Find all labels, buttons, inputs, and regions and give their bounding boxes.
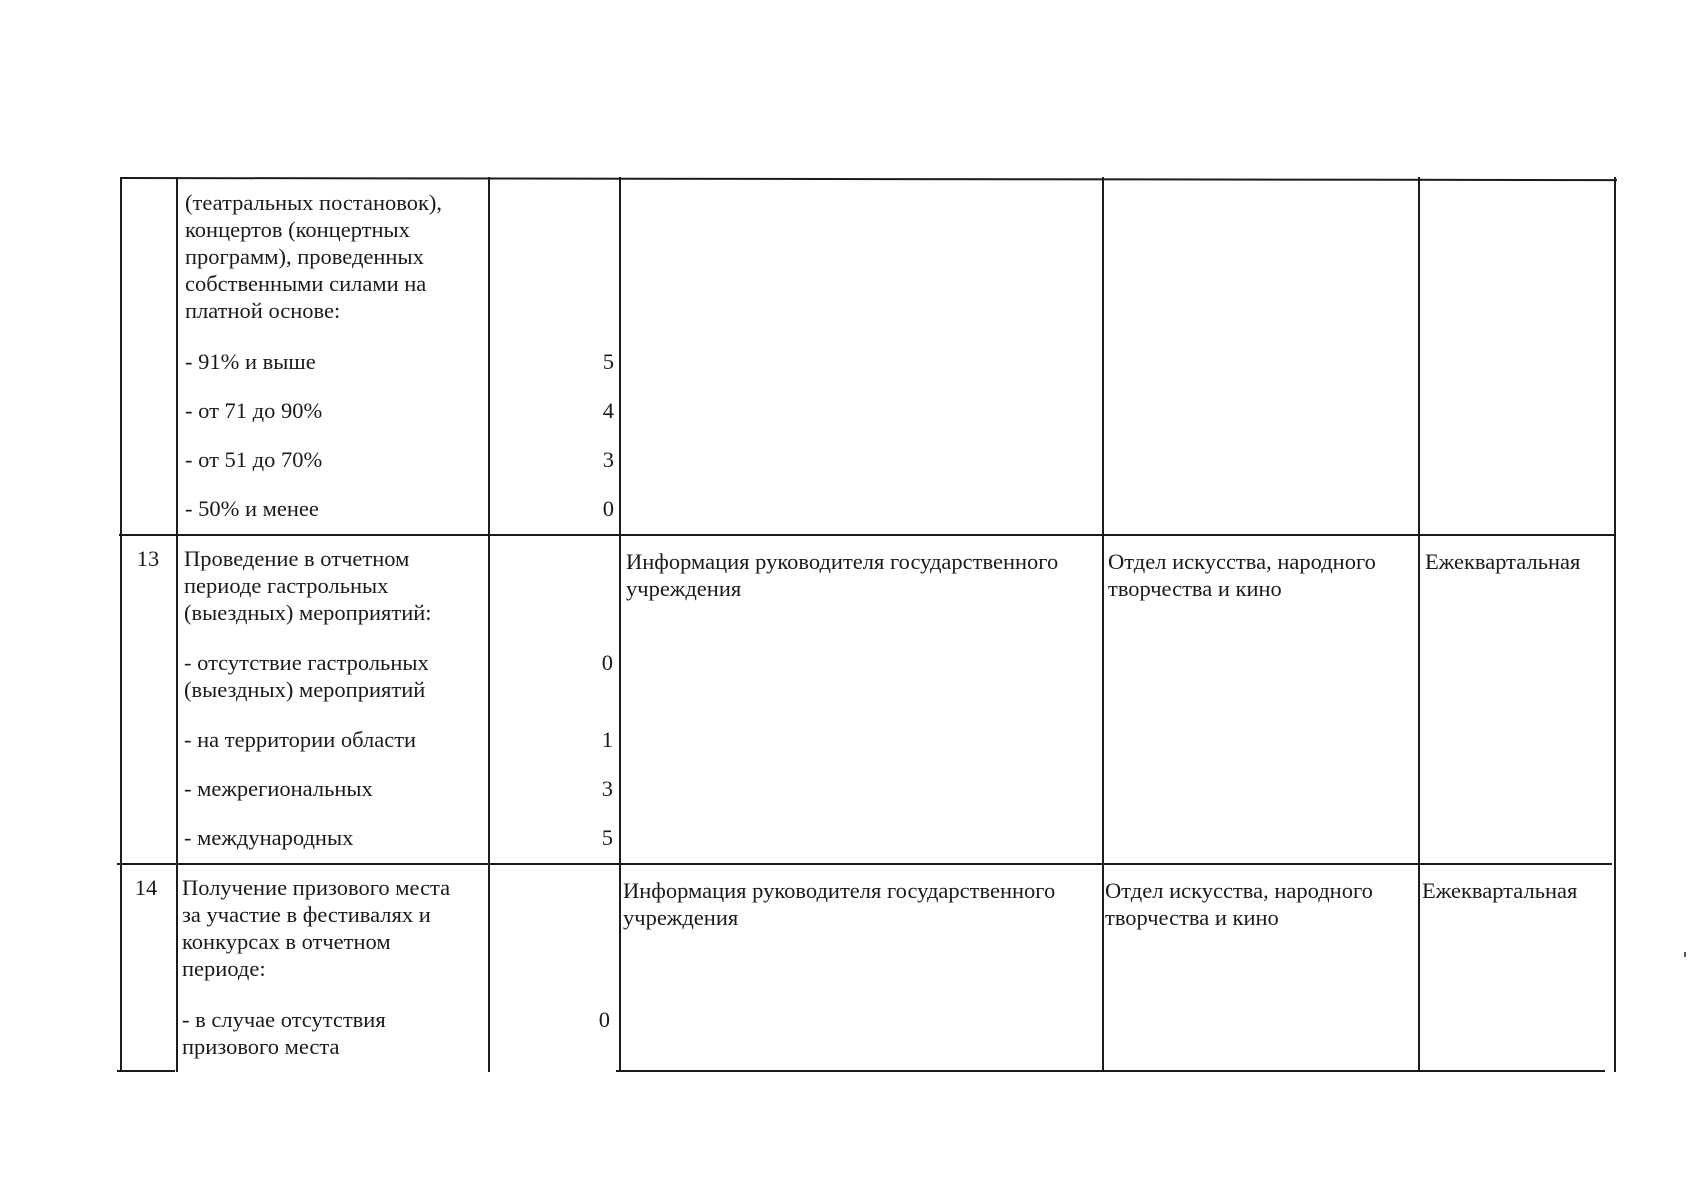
row-13-number: 13: [136, 546, 160, 571]
cont-option-score: 3: [602, 447, 614, 472]
row-14-criterion-line: конкурсах в отчетном: [182, 929, 391, 954]
cont-option-score: 5: [602, 349, 614, 374]
row-14-criterion-line: периоде:: [182, 956, 266, 981]
cont-option-label: - 50% и менее: [185, 496, 319, 521]
row-14-option-score: 0: [598, 1007, 610, 1032]
row-13-responsible-line: Отдел искусства, народного: [1108, 549, 1376, 574]
col-number-divider: [176, 177, 178, 1072]
row-13-option-score: 3: [601, 776, 613, 801]
row-13-top-border: [119, 534, 1614, 536]
cont-option-label: - 91% и выше: [185, 349, 316, 374]
row-13-criterion-line: Проведение в отчетном: [184, 546, 410, 571]
table-bottom-border-left: [117, 1070, 175, 1072]
row-14-criterion-line: за участие в фестивалях и: [182, 902, 431, 927]
row-14-source-line: Информация руководителя государственного: [623, 878, 1056, 903]
row-13-option-label: (выездных) мероприятий: [184, 677, 426, 702]
row-14-source-line: учреждения: [623, 905, 739, 930]
cont-criterion-line: концертов (концертных: [185, 217, 410, 242]
row-13-option-label: - международных: [184, 825, 354, 850]
row-13-periodicity: Ежеквартальная: [1425, 549, 1581, 574]
col-source-divider: [1102, 177, 1104, 1072]
cont-criterion-line: собственными силами на: [185, 271, 427, 296]
col-score-divider: [619, 177, 621, 1072]
row-13-option-label: - на территории области: [184, 727, 417, 752]
col-responsible-divider: [1418, 177, 1420, 1072]
row-13-option-label: - межрегиональных: [184, 776, 373, 801]
row-13-source-line: учреждения: [626, 576, 742, 601]
cont-criterion-line: платной основе:: [185, 298, 341, 323]
col-right-border: [1614, 177, 1616, 1072]
cont-criterion-line: программ), проведенных: [185, 244, 424, 269]
cont-option-label: - от 51 до 70%: [185, 447, 323, 472]
cont-criterion-line: (театральных постановок),: [185, 190, 443, 215]
row-13-option-score: 0: [601, 650, 613, 675]
cont-option-label: - от 71 до 90%: [185, 398, 323, 423]
row-14-option-label: - в случае отсутствия: [182, 1007, 386, 1032]
col-left-border: [120, 177, 122, 1072]
row-13-option-score: 5: [601, 825, 613, 850]
row-13-option-score: 1: [601, 727, 613, 752]
row-14-criterion-line: Получение призового места: [182, 875, 451, 900]
row-13-responsible-line: творчества и кино: [1108, 576, 1282, 601]
row-13-option-label: - отсутствие гастрольных: [184, 650, 429, 675]
row-14-responsible-line: Отдел искусства, народного: [1105, 878, 1373, 903]
cont-option-score: 4: [602, 398, 614, 423]
table-top-border: [120, 177, 1617, 181]
scan-speck: [1684, 952, 1686, 957]
row-13-criterion-line: периоде гастрольных: [184, 573, 389, 598]
row-14-option-label: призового места: [182, 1034, 340, 1059]
row-14-number: 14: [134, 875, 158, 900]
row-14-top-border: [117, 863, 1612, 865]
table-bottom-border-right: [616, 1070, 1605, 1072]
cont-option-score: 0: [602, 496, 614, 521]
row-13-criterion-line: (выездных) мероприятий:: [184, 600, 432, 625]
col-criterion-divider: [488, 177, 490, 1072]
row-14-periodicity: Ежеквартальная: [1422, 878, 1578, 903]
row-14-responsible-line: творчества и кино: [1105, 905, 1279, 930]
row-13-source-line: Информация руководителя государственного: [626, 549, 1059, 574]
